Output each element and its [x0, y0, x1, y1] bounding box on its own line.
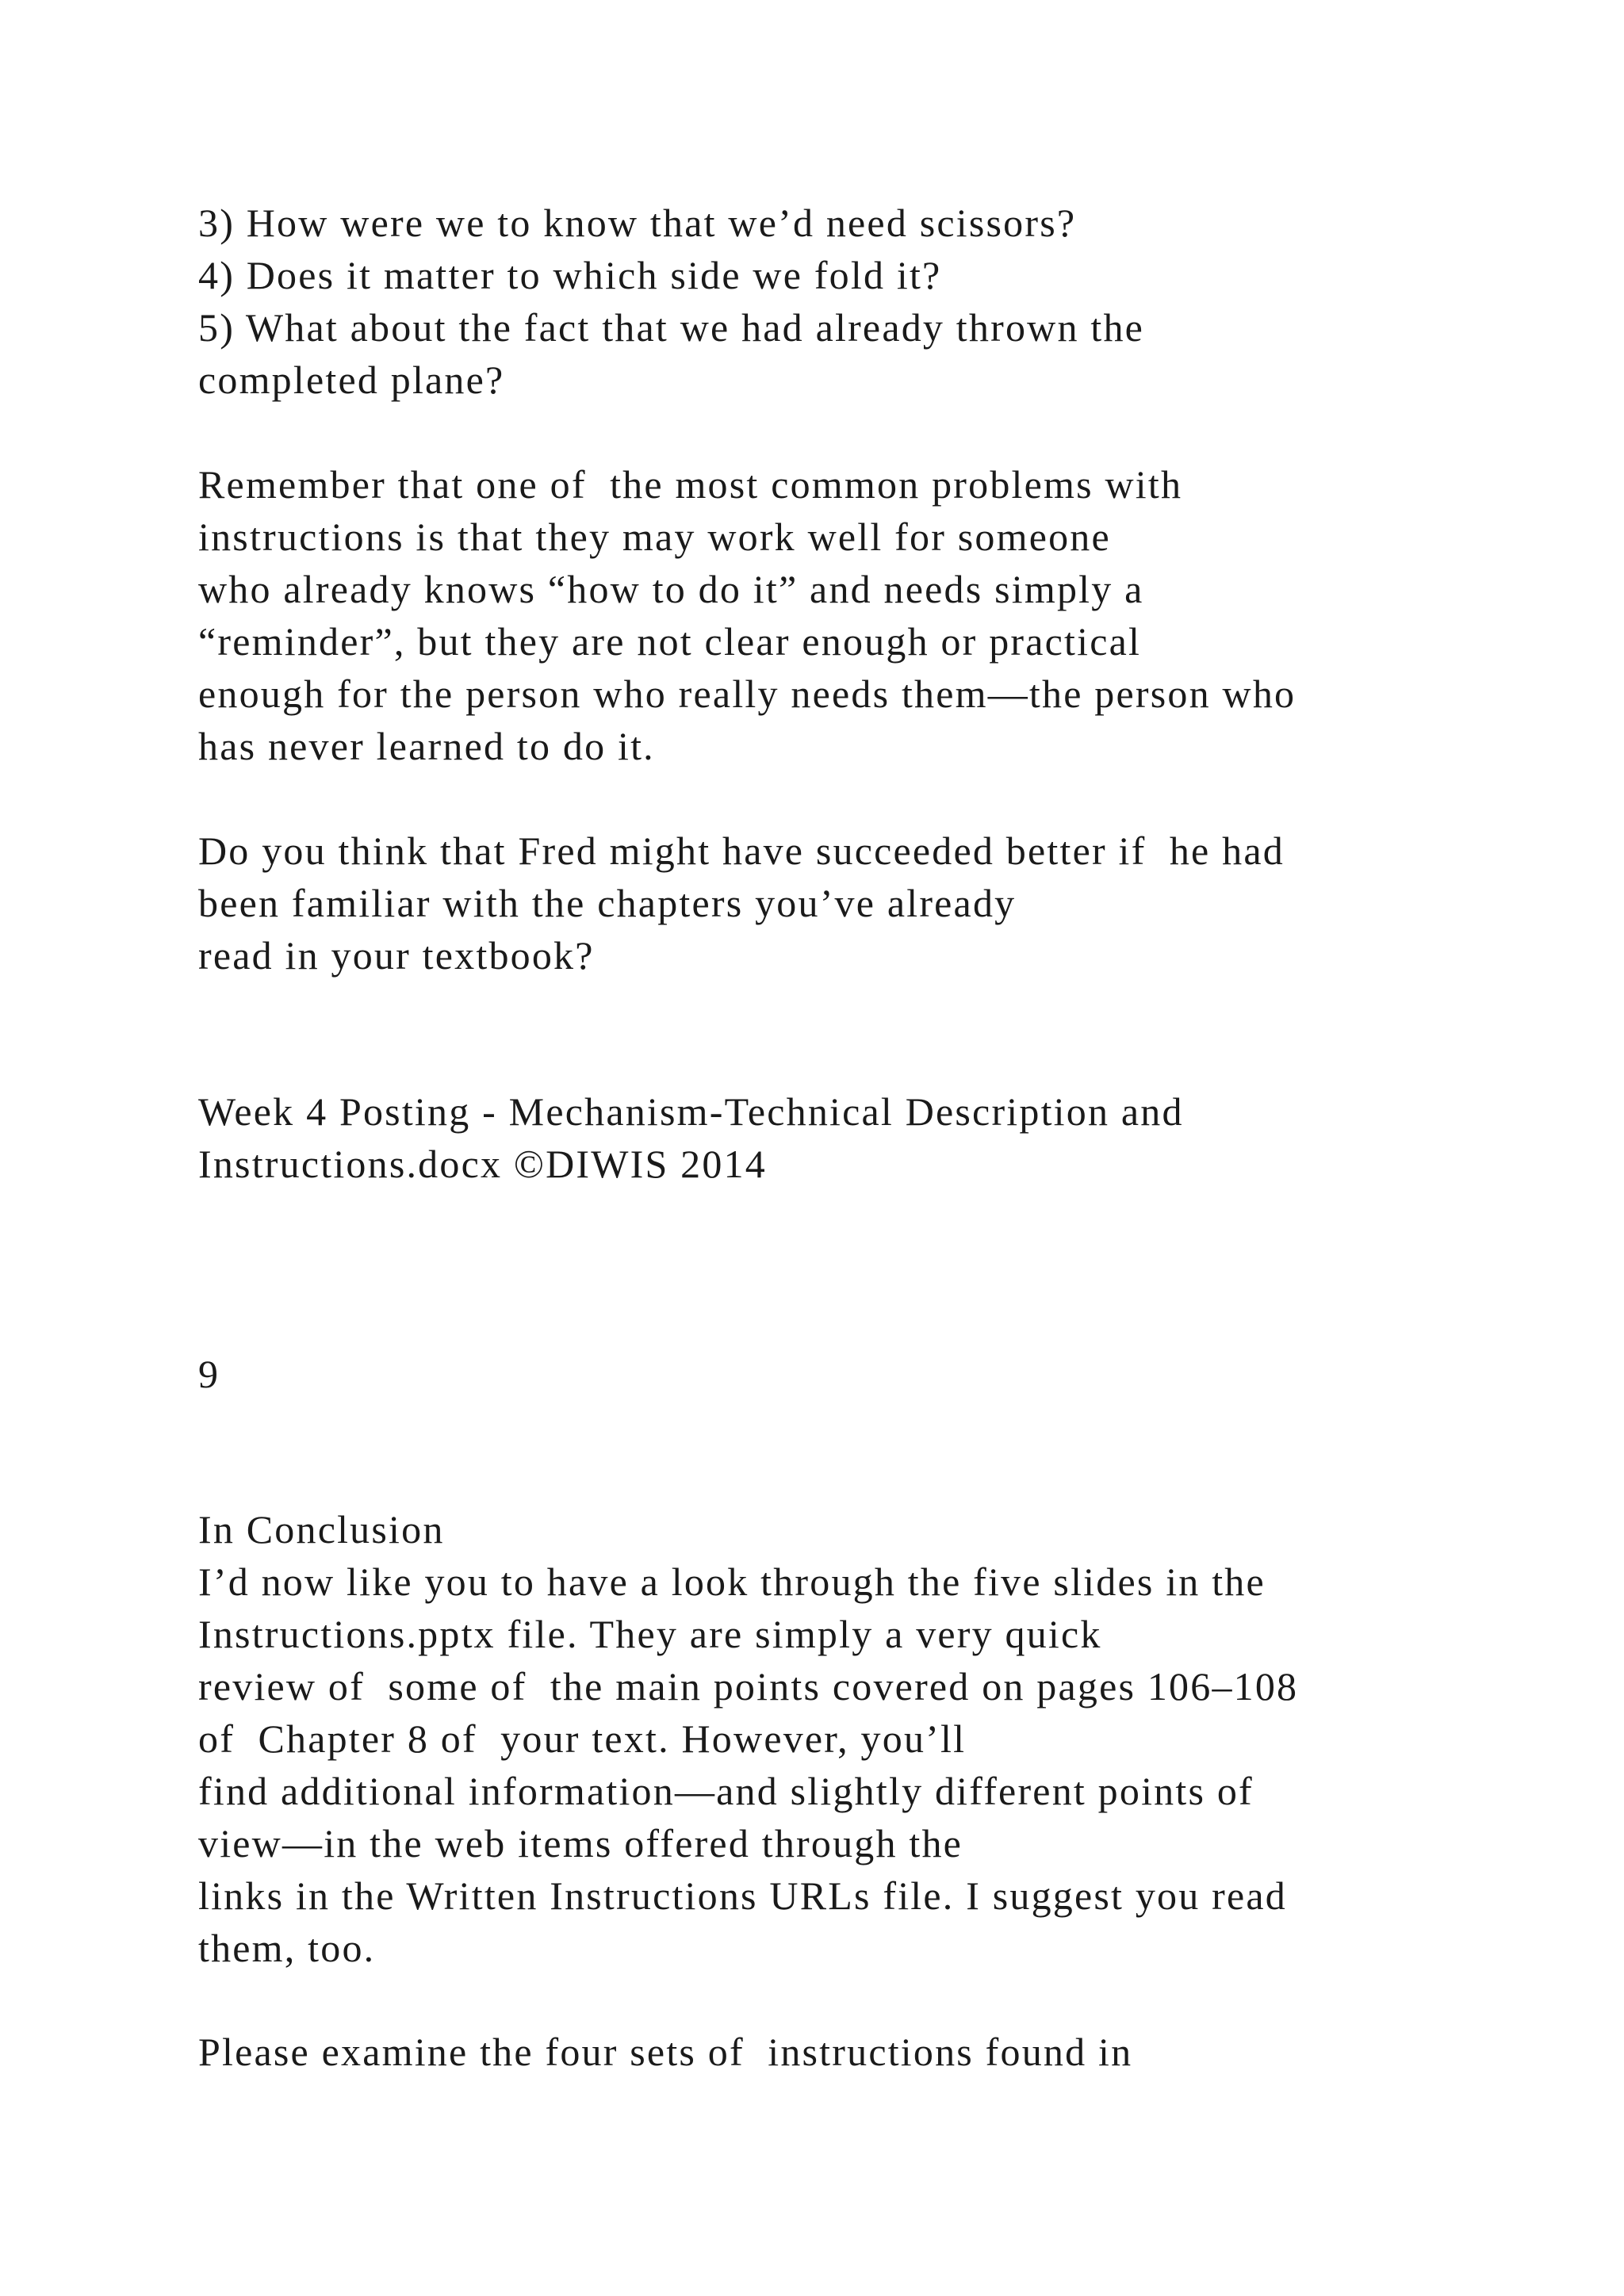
footer-line: Week 4 Posting - Mechanism-Technical Description and [198, 1089, 1184, 1134]
question-4: 4) Does it matter to which side we fold it? [198, 253, 942, 297]
footer-line: Instructions.docx ©DIWIS 2014 [198, 1142, 767, 1186]
paragraph-conclusion-line: links in the Written Instructions URLs file. I suggest you read [198, 1873, 1287, 1918]
paragraph-conclusion-line: view—in the web items offered through the [198, 1821, 963, 1866]
paragraph-examine-line: Please examine the four sets of instructions found in [198, 2030, 1133, 2074]
page-number: 9 [198, 1352, 220, 1396]
paragraph-conclusion-line: them, too. [198, 1926, 376, 1970]
question-3: 3) How were we to know that we’d need scissors? [198, 201, 1077, 245]
question-5: 5) What about the fact that we had already thrown the [198, 305, 1145, 350]
paragraph-fred-line: read in your textbook? [198, 933, 595, 978]
paragraph-conclusion-line: I’d now like you to have a look through the five slides in the [198, 1559, 1266, 1604]
paragraph-conclusion-line: of Chapter 8 of your text. However, you’ll [198, 1716, 967, 1761]
paragraph-conclusion-line: review of some of the main points covered on pages 106–108 [198, 1664, 1299, 1709]
paragraph-remember-line: has never learned to do it. [198, 724, 655, 768]
paragraph-fred-line: been familiar with the chapters you’ve already [198, 881, 1017, 925]
question-5-continued: completed plane? [198, 358, 505, 402]
paragraph-fred-line: Do you think that Fred might have succeeded better if he had [198, 828, 1285, 873]
paragraph-remember-line: “reminder”, but they are not clear enough or practical [198, 619, 1142, 664]
paragraph-conclusion-line: find additional information—and slightly different points of [198, 1769, 1254, 1813]
section-heading: In Conclusion [198, 1507, 445, 1552]
paragraph-remember-line: instructions is that they may work well for someone [198, 515, 1111, 559]
paragraph-conclusion-line: Instructions.pptx file. They are simply a very quick [198, 1612, 1102, 1656]
paragraph-remember-line: Remember that one of the most common problems with [198, 462, 1183, 507]
paragraph-remember-line: who already knows “how to do it” and needs simply a [198, 567, 1144, 611]
paragraph-remember-line: enough for the person who really needs them—the person who [198, 672, 1297, 716]
